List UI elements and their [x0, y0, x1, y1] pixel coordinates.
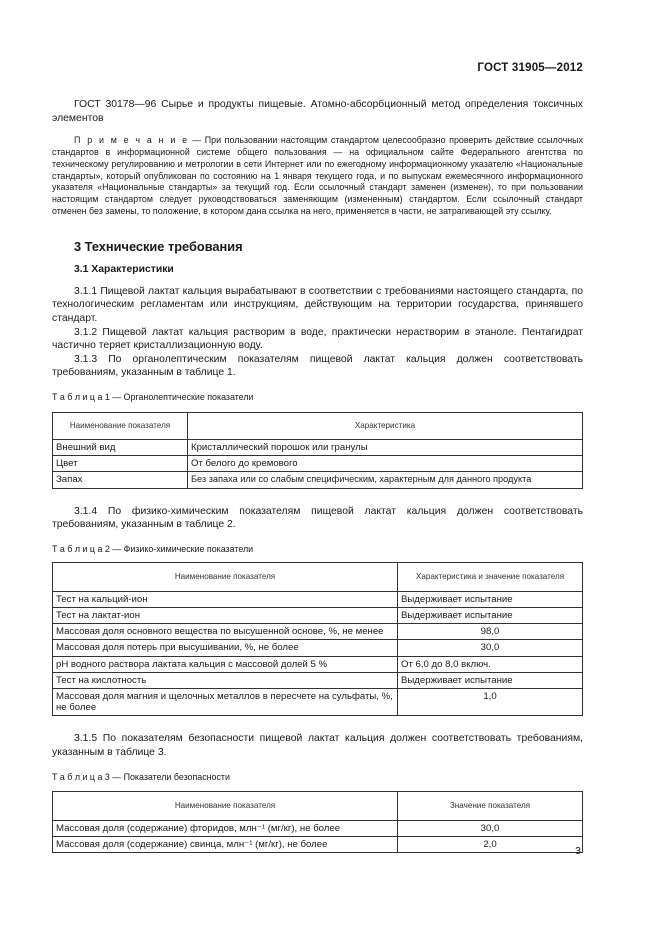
- table-cell: Цвет: [53, 456, 188, 472]
- table-header-row: [53, 562, 583, 591]
- table-row: [53, 656, 583, 672]
- page-number: 3: [575, 845, 581, 857]
- reference-gost-30178: ГОСТ 30178—96 Сырье и продукты пищевые. Атомно-абсорбционный метод определения токсичных элементов: [52, 99, 583, 124]
- paragraph-3-1-4: 3.1.4 По физико-химическим показателям пищевой лактат кальция должен соответствовать требованиям, указанным в таблице 2.: [52, 505, 583, 531]
- table-cell: 2,0: [398, 836, 583, 852]
- table-header-cell: Характеристика: [188, 412, 583, 439]
- table-3-safety: [52, 791, 583, 853]
- table-cell: От 6,0 до 8,0 включ.: [398, 656, 583, 672]
- table-cell: Без запаха или со слабым специфическим, характерным для данного продукта: [188, 472, 583, 488]
- table-row: [53, 624, 583, 640]
- table-header-cell: Характеристика и значение показателя: [398, 562, 583, 591]
- table-cell: Внешний вид: [53, 439, 188, 455]
- table-row: [53, 836, 583, 852]
- table-3-caption: [52, 772, 583, 783]
- document-id-header: ГОСТ 31905—2012: [477, 62, 583, 74]
- paragraph-3-1-5: 3.1.5 По показателям безопасности пищевой лактат кальция должен соответствовать требованиям, указанным в таблице 3.: [52, 733, 583, 758]
- subsection-3-1-title: 3.1 Характеристики: [74, 263, 174, 275]
- table-cell: 1,0: [398, 688, 583, 715]
- paragraph-3-1-2: 3.1.2 Пищевой лактат кальция растворим в воде, практически нерастворим в этаноле. Пентагидрат частично теряет кристаллизационную воду.: [52, 326, 583, 352]
- note-text: — При пользовании настоящим стандартом целесообразно проверить действие ссылочных стандартов в информационной системе общего пользования — на официальном сайте Федерального агентства по техническому регулированию и метрологии в сети Интернет или по ежегодному информационному указателю «Национальные стандарты», который опубликован по состоянию на 1 января текущего года, и по выпускам ежемесячного информационного указателя «Национальные стандарты» за текущий год. Если ссылочный стандарт заменен (изменен), то при пользовании настоящим стандартом следует руководствоваться заменяющим (измененным) стандартом. Если ссылочный стандарт отменен без замены, то положение, в котором дана ссылка на него, применяется в части, не затрагивающей эту ссылку.: [52, 135, 583, 216]
- table-cell: Массовая доля (содержание) свинца, млн⁻¹ (мг/кг), не более: [53, 836, 398, 852]
- table-row: [53, 688, 583, 715]
- table-header-cell: Наименование показателя: [53, 412, 188, 439]
- table-2-label: Т а б л и ц а 2: [52, 543, 110, 554]
- table-cell: 30,0: [398, 820, 583, 836]
- table-2-physicochemical: [52, 562, 583, 717]
- note-label: П р и м е ч а н и е: [74, 135, 189, 146]
- table-cell: Тест на кислотность: [53, 672, 398, 688]
- table-3-label: Т а б л и ц а 3: [52, 771, 110, 782]
- table-1-title: — Органолептические показатели: [109, 391, 254, 402]
- table-3-title: — Показатели безопасности: [109, 771, 230, 782]
- table-header-cell: Значение показателя: [398, 791, 583, 820]
- table-header-cell: Наименование показателя: [53, 562, 398, 591]
- table-1-label: Т а б л и ц а 1: [52, 391, 110, 402]
- table-1-caption: [52, 392, 583, 403]
- table-cell: Выдерживает испытание: [398, 672, 583, 688]
- table-cell: Тест на кальций-ион: [53, 591, 398, 607]
- table-row: [53, 607, 583, 623]
- table-2-caption: [52, 544, 583, 555]
- table-cell: Тест на лактат-ион: [53, 607, 398, 623]
- table-cell: Массовая доля (содержание) фторидов, млн⁻¹ (мг/кг), не более: [53, 820, 398, 836]
- table-row: [53, 820, 583, 836]
- table-1-organoleptic: [52, 412, 583, 489]
- table-row: [53, 456, 583, 472]
- table-cell: Выдерживает испытание: [398, 607, 583, 623]
- table-header-cell: Наименование показателя: [53, 791, 398, 820]
- table-cell: Массовая доля потерь при высушивании, %, не более: [53, 640, 398, 656]
- table-cell: Массовая доля основного вещества по высушенной основе, %, не менее: [53, 624, 398, 640]
- note-paragraph: [52, 135, 583, 218]
- table-row: [53, 472, 583, 488]
- table-header-row: [53, 412, 583, 439]
- table-row: [53, 672, 583, 688]
- paragraph-3-1-1: 3.1.1 Пищевой лактат кальция вырабатывают в соответствии с требованиями настоящего стандарта, по технологическим регламентам или инструкциям, действующим на территории государства, принявшего стандарт.: [52, 285, 583, 324]
- table-cell: pH водного раствора лактата кальция с массовой долей 5 %: [53, 656, 398, 672]
- table-cell: Массовая доля магния и щелочных металлов в пересчете на сульфаты, %, не более: [53, 688, 398, 715]
- table-row: [53, 640, 583, 656]
- table-cell: Кристаллический порошок или гранулы: [188, 439, 583, 455]
- table-cell: От белого до кремового: [188, 456, 583, 472]
- table-header-row: [53, 791, 583, 820]
- table-cell: 98,0: [398, 624, 583, 640]
- table-2-title: — Физико-химические показатели: [109, 543, 254, 554]
- section-3-title: 3 Технические требования: [74, 238, 243, 254]
- table-row: [53, 591, 583, 607]
- paragraph-3-1-3: 3.1.3 По органолептическим показателям пищевой лактат кальция должен соответствовать требованиям, указанным в таблице 1.: [52, 353, 583, 379]
- page-content: [52, 98, 583, 853]
- table-cell: Запах: [53, 472, 188, 488]
- table-cell: 30,0: [398, 640, 583, 656]
- table-cell: Выдерживает испытание: [398, 591, 583, 607]
- table-row: [53, 439, 583, 455]
